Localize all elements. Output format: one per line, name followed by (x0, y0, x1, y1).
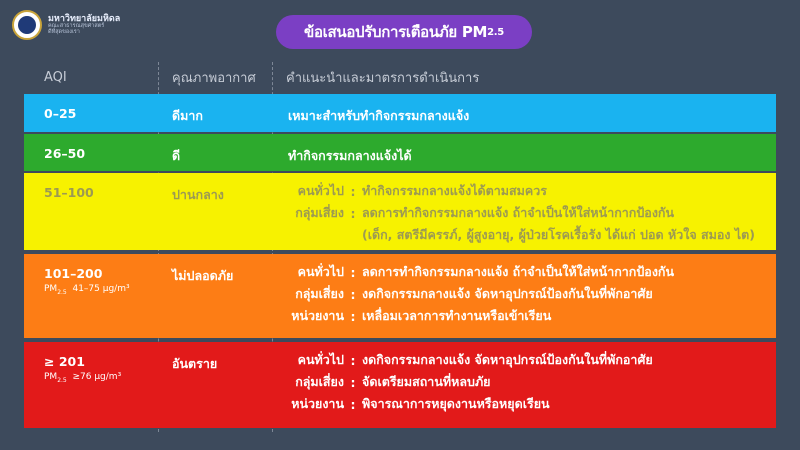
advice-target-group: กลุ่มเสี่ยง (295, 374, 344, 389)
logo-line-3: ดีที่สุดของเรา (48, 28, 80, 35)
advice-text: พิจารณาการหยุดงานหรือหยุดเรียน (362, 396, 550, 411)
university-logo (12, 10, 120, 40)
header-quality: คุณภาพอากาศ (172, 70, 256, 86)
pm25-concentration: $PM_{2.5} \ge 76$ µg/m³ (44, 372, 122, 384)
aqi-range (44, 266, 130, 296)
pm25-concentration: $PM_{2.5}$ 41–75 µg/m³ (44, 284, 130, 296)
advice-line (278, 393, 653, 415)
aqi-range (44, 146, 85, 161)
aqi-range-label: 51–100 (44, 185, 94, 200)
table-row (24, 94, 776, 132)
air-quality-level: ดี (172, 148, 181, 163)
advice-colon: : (350, 352, 356, 368)
advice-target-group: หน่วยงาน (291, 396, 344, 411)
table-row (24, 173, 776, 250)
logo-name: มหาวิทยาลัยมหิดล (48, 13, 121, 24)
advice-text: ลดการทำกิจกรรมกลางแจ้ง ถ้าจำเป็นให้ใส่หน้ากากป้องกัน (362, 205, 675, 220)
table-row (24, 342, 776, 428)
logo-line-2: คณะสาธารณสุขศาสตร์ (48, 22, 105, 29)
advice-colon: : (350, 286, 356, 302)
advice-list (278, 261, 674, 327)
advice-colon: : (350, 264, 356, 280)
advice-text: เหมาะสำหรับทำกิจกรรมกลางแจ้ง (288, 108, 470, 123)
advice-line (278, 261, 674, 283)
advice-line (278, 283, 674, 305)
air-quality-level: อันตราย (172, 356, 218, 371)
aqi-range (44, 185, 94, 200)
aqi-range-label: ≥ 201 (44, 354, 85, 369)
advice-target-group: กลุ่มเสี่ยง (295, 286, 344, 301)
advice-text: ทำกิจกรรมกลางแจ้งได้ตามสมควร (362, 183, 547, 198)
advice-target-group: คนทั่วไป (297, 183, 344, 198)
advice-line (278, 371, 653, 393)
air-quality-level: ปานกลาง (172, 187, 224, 202)
advice-colon: : (350, 205, 356, 221)
advice-target-group: หน่วยงาน (291, 308, 344, 323)
advice-colon: : (350, 374, 356, 390)
air-quality-level: ดีมาก (172, 108, 203, 123)
aqi-range (44, 354, 121, 384)
advice-line (278, 349, 653, 371)
advice-text: ลดการทำกิจกรรมกลางแจ้ง ถ้าจำเป็นให้ใส่หน้ากากป้องกัน (362, 264, 675, 279)
advice-colon: : (350, 396, 356, 412)
aqi-range-label: 26–50 (44, 146, 86, 161)
page-title (276, 15, 532, 49)
advice-target-group: คนทั่วไป (297, 352, 344, 367)
university-seal-icon (12, 10, 42, 40)
advice-list (278, 349, 653, 415)
advice-line (278, 180, 755, 202)
advice-text: จัดเตรียมสถานที่หลบภัย (362, 374, 491, 389)
advice-text: เหลื่อมเวลาการทำงานหรือเข้าเรียน (362, 308, 552, 323)
advice-target-group: คนทั่วไป (297, 264, 344, 279)
title-subscript: 2.5 (487, 26, 504, 38)
risk-group-note: (เด็ก, สตรีมีครรภ์, ผู้สูงอายุ, ผู้ป่วยโรคเรื้อรัง ได้แก่ ปอด หัวใจ สมอง ไต) (362, 227, 755, 242)
advice-text: ทำกิจกรรมกลางแจ้งได้ (288, 148, 412, 163)
advice-colon: : (350, 183, 356, 199)
header-aqi: AQI (44, 69, 67, 85)
title-text: ข้อเสนอปรับการเตือนภัย PM (304, 23, 488, 41)
aqi-range-label: 0–25 (44, 106, 77, 121)
table-row (24, 134, 776, 171)
advice-colon: : (350, 308, 356, 324)
advice-target-group: กลุ่มเสี่ยง (295, 205, 344, 220)
advice-line (278, 202, 755, 224)
air-quality-level: ไม่ปลอดภัย (172, 268, 234, 283)
aqi-range (44, 106, 76, 121)
header-advice: คำแนะนำและมาตรการดำเนินการ (286, 70, 480, 86)
aqi-range-label: 101–200 (44, 266, 103, 281)
table-row (24, 254, 776, 338)
advice-line (278, 305, 674, 327)
advice-text: งดกิจกรรมกลางแจ้ง จัดหาอุปกรณ์ป้องกันในที่พักอาศัย (362, 286, 653, 301)
advice-list (278, 180, 755, 246)
advice-text: งดกิจกรรมกลางแจ้ง จัดหาอุปกรณ์ป้องกันในที่พักอาศัย (362, 352, 653, 367)
